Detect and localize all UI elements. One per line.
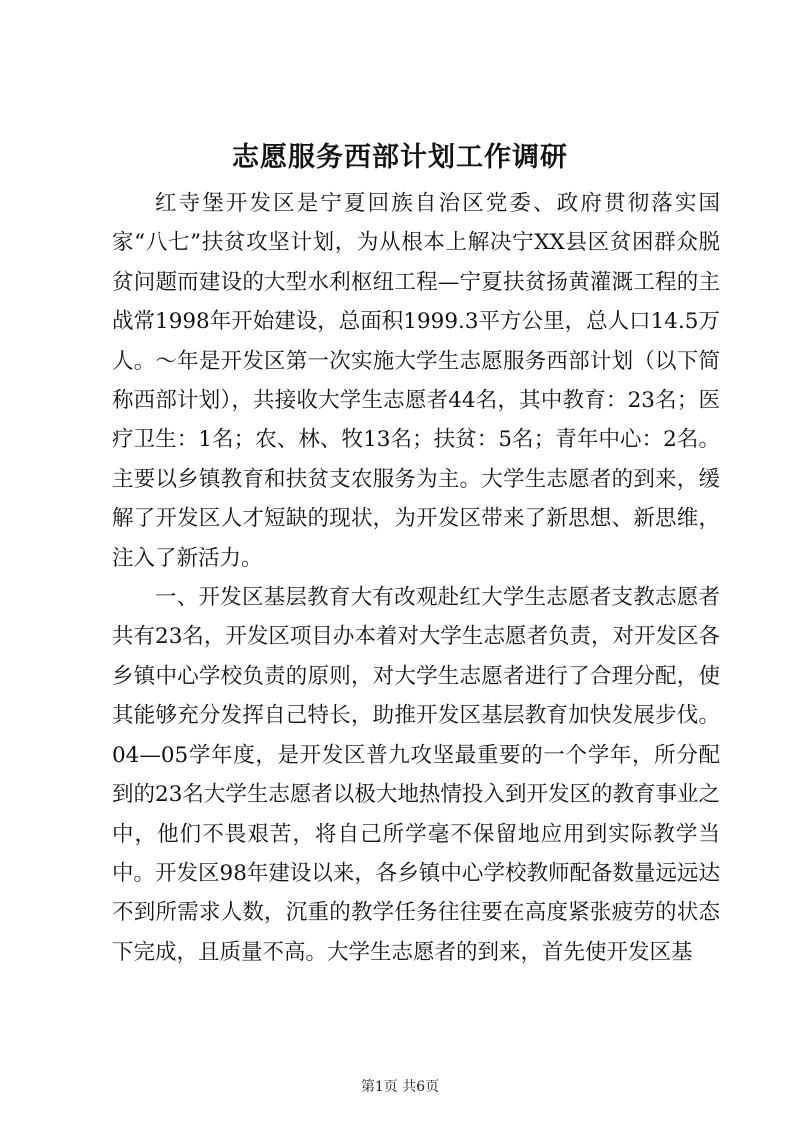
paragraph-intro: 红寺堡开发区是宁夏回族自治区党委、政府贯彻落实国家“八七”扶贫攻坚计划，为从根本上解决宁XX县区贫困群众脱贫问题而建设的大型水利枢纽工程—宁夏扶贫扬黄灌溉工程的主战常1998年开始建设，总面积1999.3平方公里，总人口14.5万人。～年是开发区第一次实施大学生志愿服务西部计划（以下简称西部计划），共接收大学生志愿者44名，其中教育：23名；医疗卫生：1名；农、林、牧13名；扶贫：5名；青年中心：2名。主要以乡镇教育和扶贫支农服务为主。大学生志愿者的到来，缓解了开发区人才短缺的现状，为开发区带来了新思想、新思维，注入了新活力。: [112, 191, 720, 571]
page-title: 志愿服务西部计划工作调研: [232, 142, 568, 173]
page-number: 第1页 共6页: [360, 1079, 440, 1095]
paragraph-education: 一、开发区基层教育大有改观赴红大学生志愿者支教志愿者共有23名，开发区项目办本着对大学生志愿者负责，对开发区各乡镇中心学校负责的原则，对大学生志愿者进行了合理分配，使其能够充分发挥自己特长，助推开发区基层教育加快发展步伐。04—05学年度，是开发区普九攻坚最重要的一个学年，所分配到的23名大学生志愿者以极大地热情投入到开发区的教育事业之中，他们不畏艰苦，将自己所学毫不保留地应用到实际教学当中。开发区98年建设以来，各乡镇中心学校教师配备数量远远达不到所需求人数，沉重的教学任务往往要在高度紧张疲劳的状态下完成，且质量不高。大学生志愿者的到来，首先使开发区基: [112, 585, 720, 965]
document-body: [112, 184, 720, 972]
